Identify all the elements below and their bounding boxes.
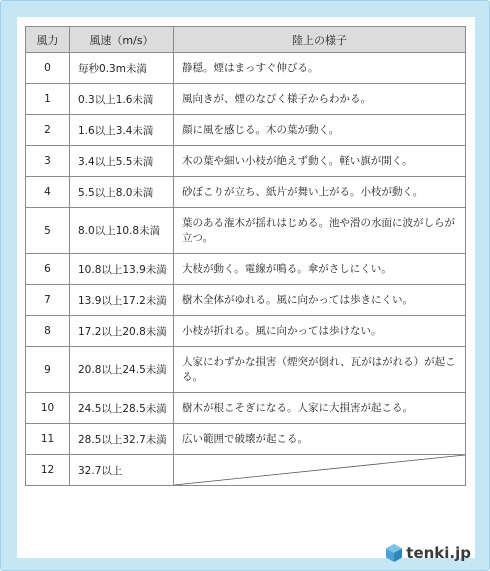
- force-cell: 0: [26, 53, 70, 84]
- speed-cell: 8.0以上10.8未満: [70, 208, 174, 254]
- description-cell: 広い範囲で破壊が起こる。: [174, 424, 466, 455]
- table-row: [26, 208, 466, 254]
- header-force: 風力: [26, 27, 70, 53]
- description-cell: 樹木が根こそぎになる。人家に大損害が起こる。: [174, 393, 466, 424]
- description-cell: 砂ぼこりが立ち、紙片が舞い上がる。小枝が動く。: [174, 177, 466, 208]
- description-cell: 葉のある潅木が揺れはじめる。池や滑の水面に波がしらが立つ。: [174, 208, 466, 254]
- table-row: [26, 115, 466, 146]
- tenki-logo: [386, 544, 471, 562]
- force-cell: 1: [26, 84, 70, 115]
- force-cell: 5: [26, 208, 70, 254]
- table-row: [26, 254, 466, 285]
- speed-cell: 毎秒0.3m未満: [70, 53, 174, 84]
- force-cell: 12: [26, 455, 70, 486]
- force-cell: 9: [26, 347, 70, 393]
- speed-cell: 0.3以上1.6未満: [70, 84, 174, 115]
- force-cell: 3: [26, 146, 70, 177]
- speed-cell: 1.6以上3.4未満: [70, 115, 174, 146]
- speed-cell: 5.5以上8.0未満: [70, 177, 174, 208]
- table-sheet: [17, 17, 475, 558]
- speed-cell: 3.4以上5.5未満: [70, 146, 174, 177]
- force-cell: 4: [26, 177, 70, 208]
- table-row: [26, 53, 466, 84]
- force-cell: 8: [26, 316, 70, 347]
- table-row: [26, 424, 466, 455]
- speed-cell: 13.9以上17.2未満: [70, 285, 174, 316]
- table-row: [26, 455, 466, 486]
- description-cell: 大枝が動く。電線が鳴る。傘がさしにくい。: [174, 254, 466, 285]
- force-cell: 10: [26, 393, 70, 424]
- table-row: [26, 285, 466, 316]
- description-cell: 顔に風を感じる。木の葉が動く。: [174, 115, 466, 146]
- force-cell: 2: [26, 115, 70, 146]
- description-cell: 人家にわずかな損害（煙突が倒れ、瓦がはがれる）が起こる。: [174, 347, 466, 393]
- force-cell: 11: [26, 424, 70, 455]
- speed-cell: 20.8以上24.5未満: [70, 347, 174, 393]
- table-row: [26, 393, 466, 424]
- table-row: [26, 146, 466, 177]
- speed-cell: 10.8以上13.9未満: [70, 254, 174, 285]
- description-cell: 小枝が折れる。風に向かっては歩けない。: [174, 316, 466, 347]
- header-speed: 風速（m/s）: [70, 27, 174, 53]
- description-cell: 風向きが、煙のなびく様子からわかる。: [174, 84, 466, 115]
- force-cell: 6: [26, 254, 70, 285]
- table-row: [26, 84, 466, 115]
- tenki-logo-text: tenki.jp: [406, 544, 471, 562]
- table-row: [26, 347, 466, 393]
- speed-cell: 24.5以上28.5未満: [70, 393, 174, 424]
- force-cell: 7: [26, 285, 70, 316]
- description-cell: 木の葉や細い小枝が絶えず動く。軽い旗が開く。: [174, 146, 466, 177]
- description-cell-empty: [174, 455, 466, 486]
- beaufort-scale-table: [25, 26, 466, 486]
- description-cell: 静穏。煙はまっすぐ伸びる。: [174, 53, 466, 84]
- speed-cell: 28.5以上32.7未満: [70, 424, 174, 455]
- tenki-logo-icon: [386, 544, 402, 562]
- table-row: [26, 316, 466, 347]
- table-row: [26, 177, 466, 208]
- description-cell: 樹木全体がゆれる。風に向かっては歩きにくい。: [174, 285, 466, 316]
- speed-cell: 17.2以上20.8未満: [70, 316, 174, 347]
- speed-cell: 32.7以上: [70, 455, 174, 486]
- table-header-row: [26, 27, 466, 53]
- diagonal-line: [174, 455, 465, 485]
- header-description: 陸上の様子: [174, 27, 466, 53]
